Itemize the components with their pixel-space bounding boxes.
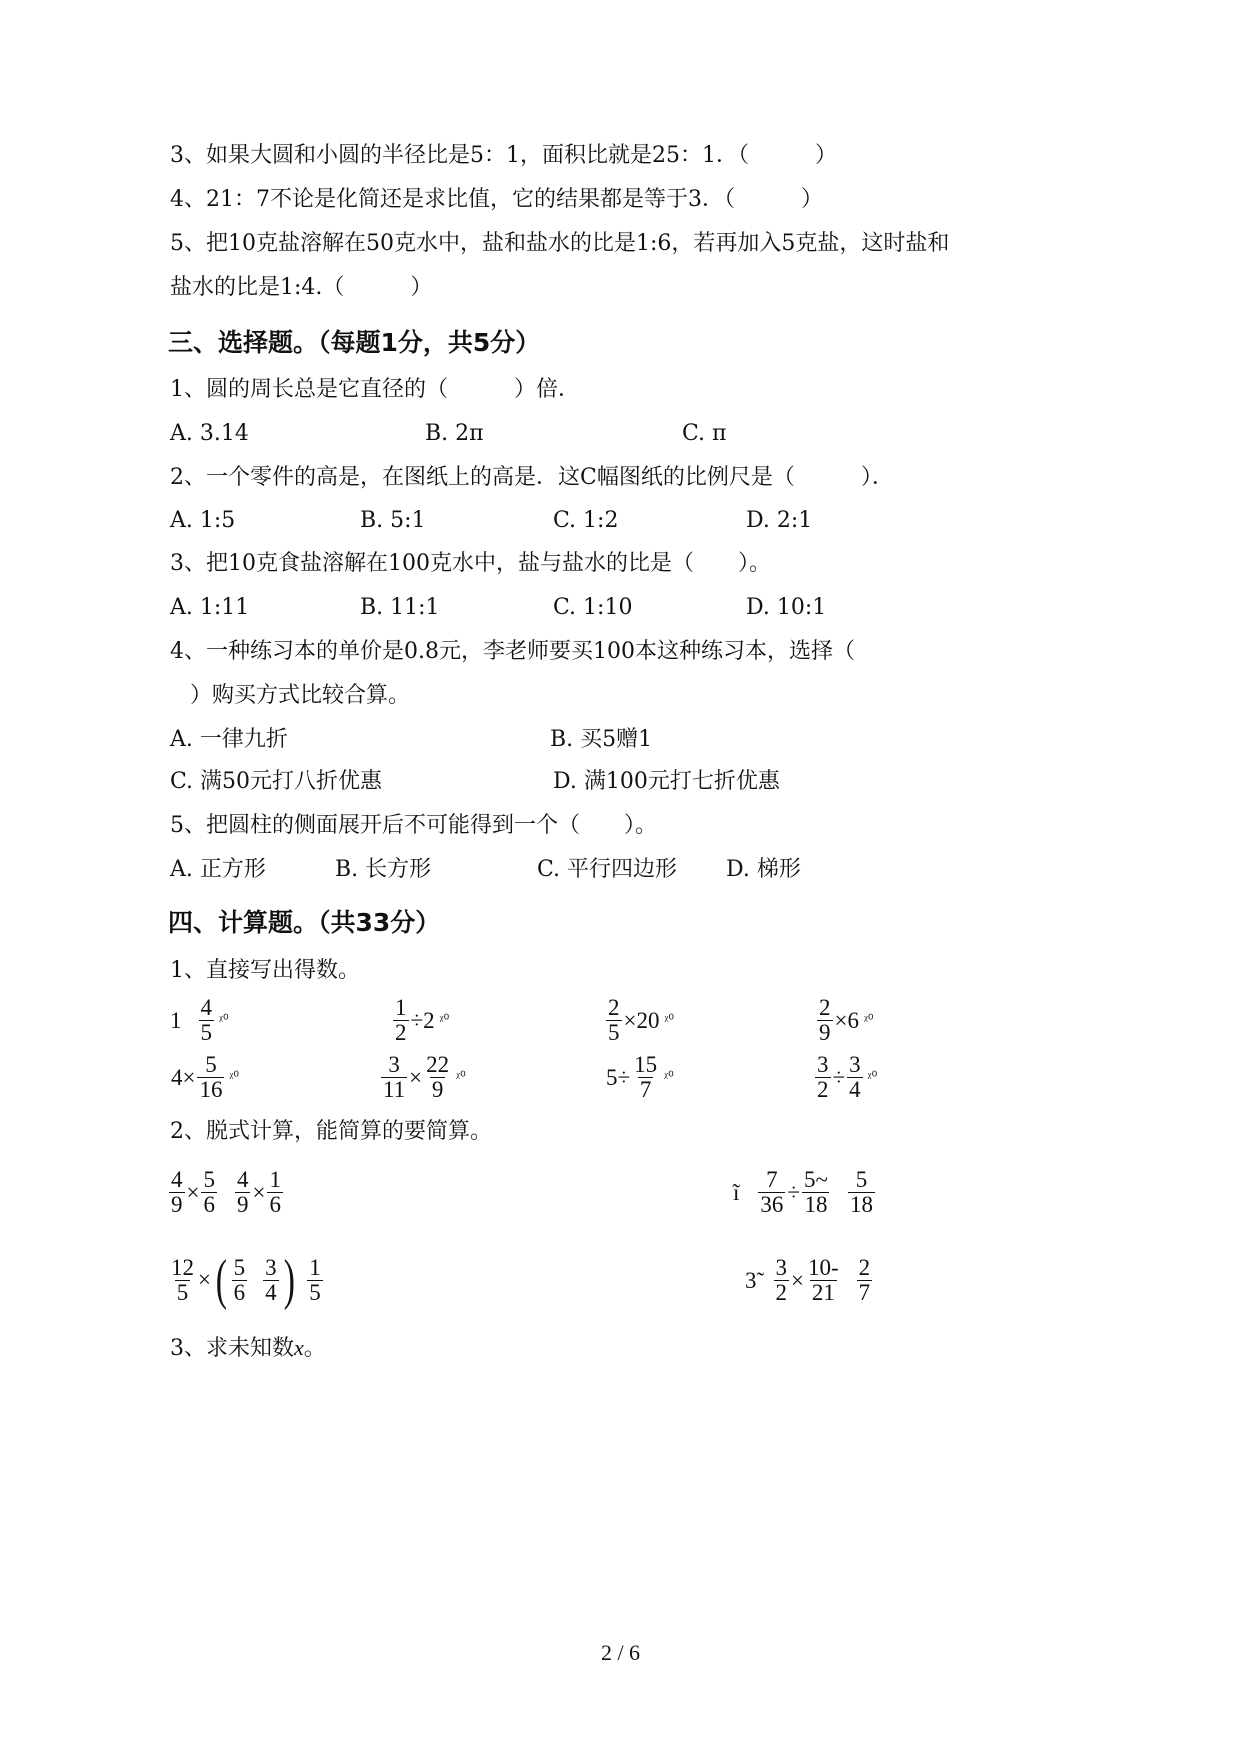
choice-q4-option-b: B. 买5赠1 xyxy=(550,727,653,752)
left-paren: ( xyxy=(215,1249,227,1311)
calc-direct-1 xyxy=(170,996,229,1045)
choice-q4-line2: ）购买方式比较合算。 xyxy=(190,683,411,708)
section-choice-title: 三、选择题。（每题1分，共5分） xyxy=(168,328,541,357)
operator: ×6 xyxy=(834,1007,859,1033)
calc-long-c xyxy=(168,1249,324,1311)
denominator: 21 xyxy=(811,1280,835,1305)
numerator: 1 xyxy=(269,1167,281,1192)
denominator: 2 xyxy=(817,1077,829,1102)
calc-direct-1-prefix: 1 xyxy=(170,1007,182,1033)
numerator: 22 xyxy=(426,1052,450,1077)
numerator: 3 xyxy=(849,1052,861,1077)
choice-q1-option-b: B. 2π xyxy=(425,421,484,446)
denominator: 5 xyxy=(200,1020,212,1045)
calc-q3-suffix: 。 xyxy=(303,1336,326,1361)
numerator: 4 xyxy=(171,1167,183,1192)
numerator: 2 xyxy=(819,995,831,1020)
fraction xyxy=(802,1168,830,1217)
choice-q5-option-b: B. 长方形 xyxy=(335,857,432,882)
denominator: 36 xyxy=(760,1192,784,1217)
numerator: 10- xyxy=(807,1255,839,1280)
calc-q1: 1、直接写出得数。 xyxy=(170,958,360,983)
operator: × xyxy=(791,1267,804,1293)
fraction xyxy=(235,1168,251,1217)
denominator: 16 xyxy=(199,1077,223,1102)
choice-q5: 5、把圆柱的侧面展开后不可能得到一个（ ）。 xyxy=(170,813,657,838)
noise-mark: ᵡ⁰ xyxy=(456,1070,466,1085)
denominator: 9 xyxy=(431,1077,444,1102)
denominator: 4 xyxy=(265,1279,277,1305)
marker-1: ĩ xyxy=(733,1179,740,1205)
numerator: 5 xyxy=(203,1167,215,1192)
denominator: 9 xyxy=(236,1192,249,1217)
operator: × xyxy=(252,1179,266,1205)
denominator: 6 xyxy=(203,1192,215,1217)
noise-mark: ᵡ⁰ xyxy=(219,1013,229,1028)
denominator: 4 xyxy=(849,1077,861,1102)
choice-q4-option-c: C. 满50元打八折优惠 xyxy=(170,769,383,794)
denominator: 5 xyxy=(176,1279,189,1305)
choice-q5-option-c: C. 平行四边形 xyxy=(537,857,678,882)
fraction xyxy=(267,1168,283,1217)
numerator: 5~ xyxy=(804,1167,828,1192)
choice-q1-option-a: A. 3.14 xyxy=(170,421,249,446)
noise-mark: ᵡ⁰ xyxy=(664,1013,675,1028)
unknown-x: x xyxy=(294,1335,304,1360)
calc-direct-5 xyxy=(170,1053,239,1102)
operator: ÷ xyxy=(832,1064,846,1090)
fraction xyxy=(197,1053,224,1102)
choice-q2: 2、一个零件的高是，在图纸上的高是．这C幅图纸的比例尺是（ ）． xyxy=(170,465,894,490)
choice-q2-option-a: A. 1:5 xyxy=(170,508,236,533)
fraction xyxy=(199,996,215,1045)
calc-q3-prefix: 3、求未知数 xyxy=(170,1336,294,1361)
choice-q1-option-c: C. π xyxy=(682,421,727,446)
choice-q4-option-d: D. 满100元打七折优惠 xyxy=(553,769,780,794)
fraction xyxy=(381,1053,407,1102)
calc-q2: 2、脱式计算，能简算的要简算。 xyxy=(170,1119,492,1144)
denominator: 6 xyxy=(269,1192,281,1217)
fraction xyxy=(815,1053,831,1102)
denominator: 6 xyxy=(233,1279,246,1305)
numerator: 2 xyxy=(608,995,620,1020)
numerator: 1 xyxy=(309,1254,321,1280)
operator: ÷2 xyxy=(410,1007,435,1033)
calc-direct-4 xyxy=(816,996,874,1045)
choice-q3: 3、把10克食盐溶解在100克水中，盐与盐水的比是（ ）。 xyxy=(170,551,771,576)
denominator: 9 xyxy=(171,1192,183,1217)
calc-direct-6 xyxy=(380,1053,466,1102)
calc-direct-3 xyxy=(605,996,674,1045)
choice-q2-option-b: B. 5:1 xyxy=(360,508,426,533)
fraction xyxy=(848,1168,875,1217)
calc-direct-7 xyxy=(605,1053,674,1102)
fraction xyxy=(169,1168,185,1217)
fraction xyxy=(263,1256,279,1305)
numerator: 4 xyxy=(236,1167,249,1192)
choice-q4-option-a: A. 一律九折 xyxy=(170,727,288,752)
operator: 5÷ xyxy=(606,1064,631,1090)
operator: × xyxy=(409,1064,423,1090)
noise-mark: ᵡ⁰ xyxy=(867,1070,878,1085)
numerator: 3 xyxy=(775,1255,787,1280)
numerator: 2 xyxy=(858,1255,871,1280)
choice-q3-option-c: C. 1:10 xyxy=(553,595,633,620)
page-number: 2 / 6 xyxy=(600,1640,641,1665)
fraction xyxy=(232,1256,248,1305)
denominator: 2 xyxy=(395,1020,407,1045)
operator: 4× xyxy=(171,1064,196,1090)
judge-q3: 3、如果大圆和小圆的半径比是5：1，面积比就是25：1．（ ） xyxy=(170,143,837,168)
numerator: 5 xyxy=(233,1254,246,1280)
noise-mark: ᵡ⁰ xyxy=(439,1013,450,1028)
numerator: 3 xyxy=(388,1052,400,1077)
numerator: 7 xyxy=(766,1167,778,1192)
choice-q2-option-d: D. 2:1 xyxy=(746,508,813,533)
calc-long-b xyxy=(733,1168,876,1217)
choice-q3-option-b: B. 11:1 xyxy=(360,595,440,620)
marker-3: 3̃ xyxy=(745,1267,757,1293)
numerator: 3 xyxy=(265,1254,277,1280)
denominator: 9 xyxy=(819,1020,831,1045)
calc-q3 xyxy=(170,1334,326,1363)
denominator: 7 xyxy=(639,1077,652,1102)
choice-q3-option-a: A. 1:11 xyxy=(170,595,250,620)
numerator: 1 xyxy=(395,995,407,1020)
choice-q4-line1: 4、一种练习本的单价是0.8元，李老师要买100本这种练习本，选择（ xyxy=(170,639,855,664)
fraction xyxy=(774,1256,790,1305)
fraction xyxy=(393,996,409,1045)
denominator: 18 xyxy=(804,1192,828,1217)
numerator: 4 xyxy=(200,995,212,1020)
fraction xyxy=(806,1256,841,1305)
fraction xyxy=(169,1256,196,1305)
numerator: 15 xyxy=(634,1052,658,1077)
choice-q5-option-a: A. 正方形 xyxy=(170,857,266,882)
denominator: 5 xyxy=(309,1279,321,1305)
operator: × xyxy=(198,1267,211,1292)
fraction xyxy=(632,1053,659,1102)
fraction xyxy=(817,996,833,1045)
choice-q2-option-c: C. 1:2 xyxy=(553,508,619,533)
denominator: 5 xyxy=(608,1020,620,1045)
judge-q4: 4、21：7不论是化简还是求比值，它的结果都是等于3．（ ） xyxy=(170,187,823,212)
right-paren: ) xyxy=(283,1249,295,1311)
calc-long-d xyxy=(745,1256,873,1305)
numerator: 12 xyxy=(171,1254,194,1280)
choice-q3-option-d: D. 10:1 xyxy=(746,595,827,620)
operator: ×20 xyxy=(623,1007,660,1033)
denominator: 11 xyxy=(383,1077,406,1102)
noise-mark: ᵡ⁰ xyxy=(664,1070,674,1085)
fraction xyxy=(847,1053,863,1102)
noise-mark: ᵡ⁰ xyxy=(863,1013,874,1028)
numerator: 5 xyxy=(855,1167,868,1192)
fraction xyxy=(307,1256,323,1305)
judge-q5-line2: 盐水的比是1:4.（ ） xyxy=(170,275,433,300)
denominator: 2 xyxy=(775,1280,787,1305)
operator: ÷ xyxy=(787,1179,801,1205)
operator: × xyxy=(186,1179,200,1205)
calc-long-a xyxy=(168,1168,284,1217)
fraction xyxy=(201,1168,217,1217)
fraction xyxy=(606,996,622,1045)
numerator: 3 xyxy=(817,1052,829,1077)
fraction xyxy=(424,1053,451,1102)
judge-q5-line1: 5、把10克盐溶解在50克水中，盐和盐水的比是1:6，若再加入5克盐，这时盐和 xyxy=(170,231,950,256)
numerator: 5 xyxy=(205,1052,217,1077)
calc-direct-8 xyxy=(814,1053,877,1102)
choice-q5-option-d: D. 梯形 xyxy=(726,857,801,882)
calc-direct-2 xyxy=(392,996,449,1045)
fraction xyxy=(758,1168,785,1217)
section-calc-title: 四、计算题。（共33分） xyxy=(168,908,441,937)
noise-mark: ᵡ⁰ xyxy=(229,1070,240,1085)
choice-q1: 1、圆的周长总是它直径的（ ）倍． xyxy=(170,377,580,402)
fraction xyxy=(857,1256,873,1305)
denominator: 7 xyxy=(858,1280,871,1305)
denominator: 18 xyxy=(849,1192,873,1217)
